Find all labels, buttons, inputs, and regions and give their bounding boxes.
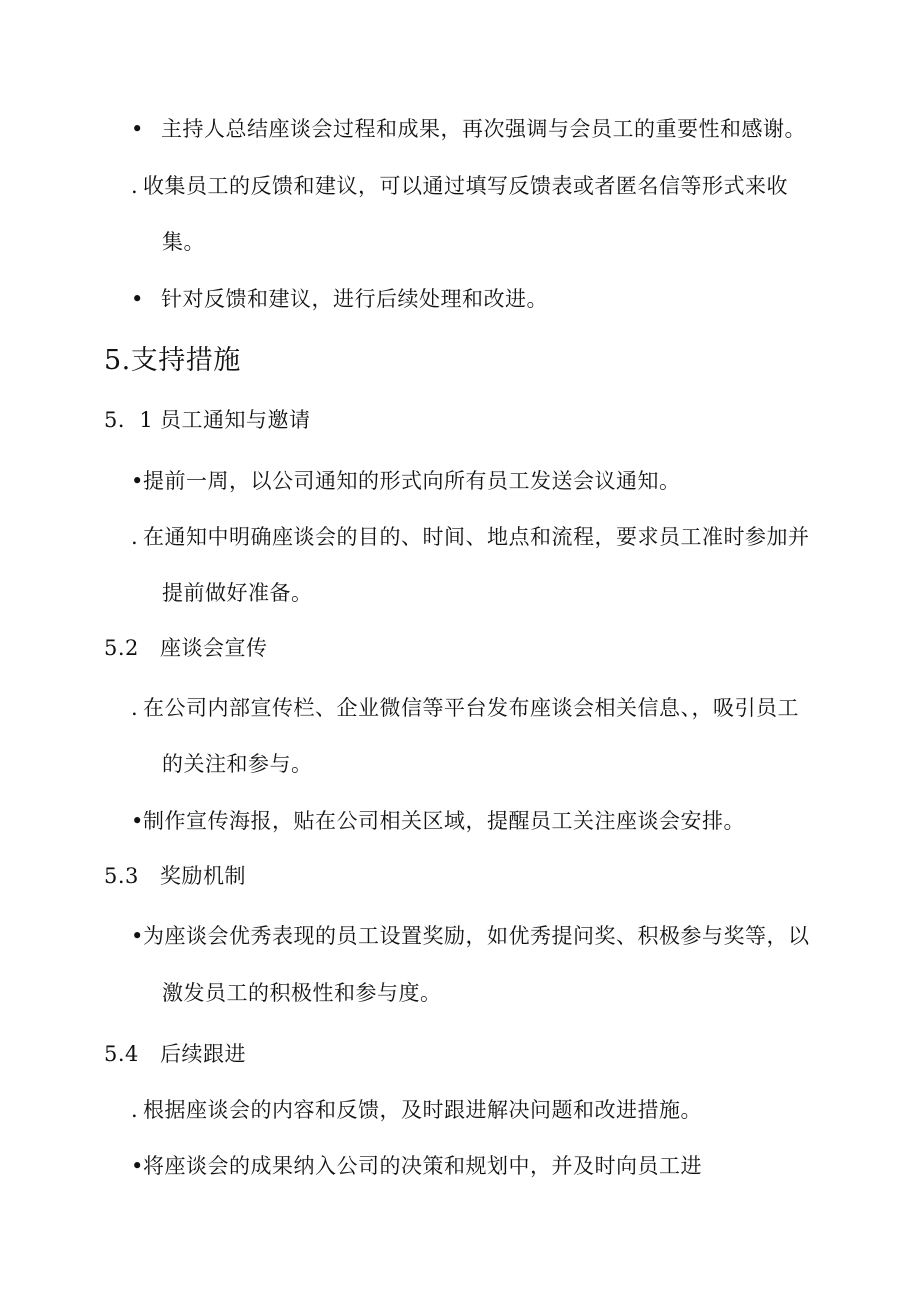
- bullet-text: 制作宣传海报，贴在公司相关区域，提醒员工关注座谈会安排。: [143, 809, 745, 833]
- subsection-heading: [104, 861, 246, 891]
- subsection-title: 座谈会宣传: [160, 636, 268, 660]
- bullet-item: [131, 114, 806, 144]
- dot-marker: .: [131, 174, 139, 198]
- subsection-heading: [104, 405, 311, 435]
- subsection-title: 奖励机制: [160, 864, 246, 888]
- list-item: [131, 522, 810, 552]
- bullet-marker: •: [131, 287, 144, 311]
- list-item: [131, 1095, 702, 1125]
- bullet-marker: •: [131, 1154, 144, 1178]
- bullet-continuation: 激发员工的积极性和参与度。: [162, 981, 442, 1005]
- bullet-item: [131, 466, 681, 496]
- bullet-marker: •: [131, 117, 144, 141]
- subsection-title: 员工通知与邀请: [160, 408, 311, 432]
- subsection-title: 后续跟进: [160, 1042, 246, 1066]
- section-heading: 5.支持措施: [104, 345, 241, 376]
- bullet-marker: •: [131, 809, 144, 833]
- list-item: [131, 171, 788, 201]
- list-item-continuation: 提前做好准备。: [162, 581, 313, 605]
- subsection-number: 5.4: [104, 1042, 139, 1066]
- subsection-heading: [104, 633, 268, 663]
- list-item-text: 在公司内部宣传栏、企业微信等平台发布座谈会相关信息、，吸引员工: [143, 696, 799, 720]
- dot-marker: .: [131, 696, 139, 720]
- bullet-text: 为座谈会优秀表现的员工设置奖励，如优秀提问奖、积极参与奖等，以: [143, 924, 810, 948]
- bullet-text: 提前一周，以公司通知的形式向所有员工发送会议通知。: [143, 469, 681, 493]
- list-item-text: 在通知中明确座谈会的目的、时间、地点和流程，要求员工准时参加并: [143, 525, 810, 549]
- list-item-text: 收集员工的反馈和建议，可以通过填写反馈表或者匿名信等形式来收: [143, 174, 788, 198]
- dot-marker: .: [131, 1098, 139, 1122]
- dot-marker: .: [131, 525, 139, 549]
- bullet-item: [131, 284, 548, 314]
- bullet-item: [131, 1151, 702, 1181]
- subsection-number: 5．1: [104, 408, 154, 432]
- bullet-text: 将座谈会的成果纳入公司的决策和规划中，并及时向员工进: [143, 1154, 702, 1178]
- list-item-continuation: 集。: [162, 230, 205, 254]
- bullet-text: 主持人总结座谈会过程和成果，再次强调与会员工的重要性和感谢。: [161, 117, 806, 141]
- bullet-item: [131, 806, 745, 836]
- bullet-text: 针对反馈和建议，进行后续处理和改进。: [161, 287, 548, 311]
- bullet-marker: •: [131, 469, 144, 493]
- bullet-marker: •: [131, 924, 144, 948]
- subsection-number: 5.2: [104, 636, 139, 660]
- list-item: [131, 693, 799, 723]
- subsection-heading: [104, 1039, 246, 1069]
- subsection-number: 5.3: [104, 864, 139, 888]
- list-item-text: 根据座谈会的内容和反馈，及时跟进解决问题和改进措施。: [143, 1098, 702, 1122]
- bullet-item: [131, 921, 810, 951]
- list-item-continuation: 的关注和参与。: [162, 752, 313, 776]
